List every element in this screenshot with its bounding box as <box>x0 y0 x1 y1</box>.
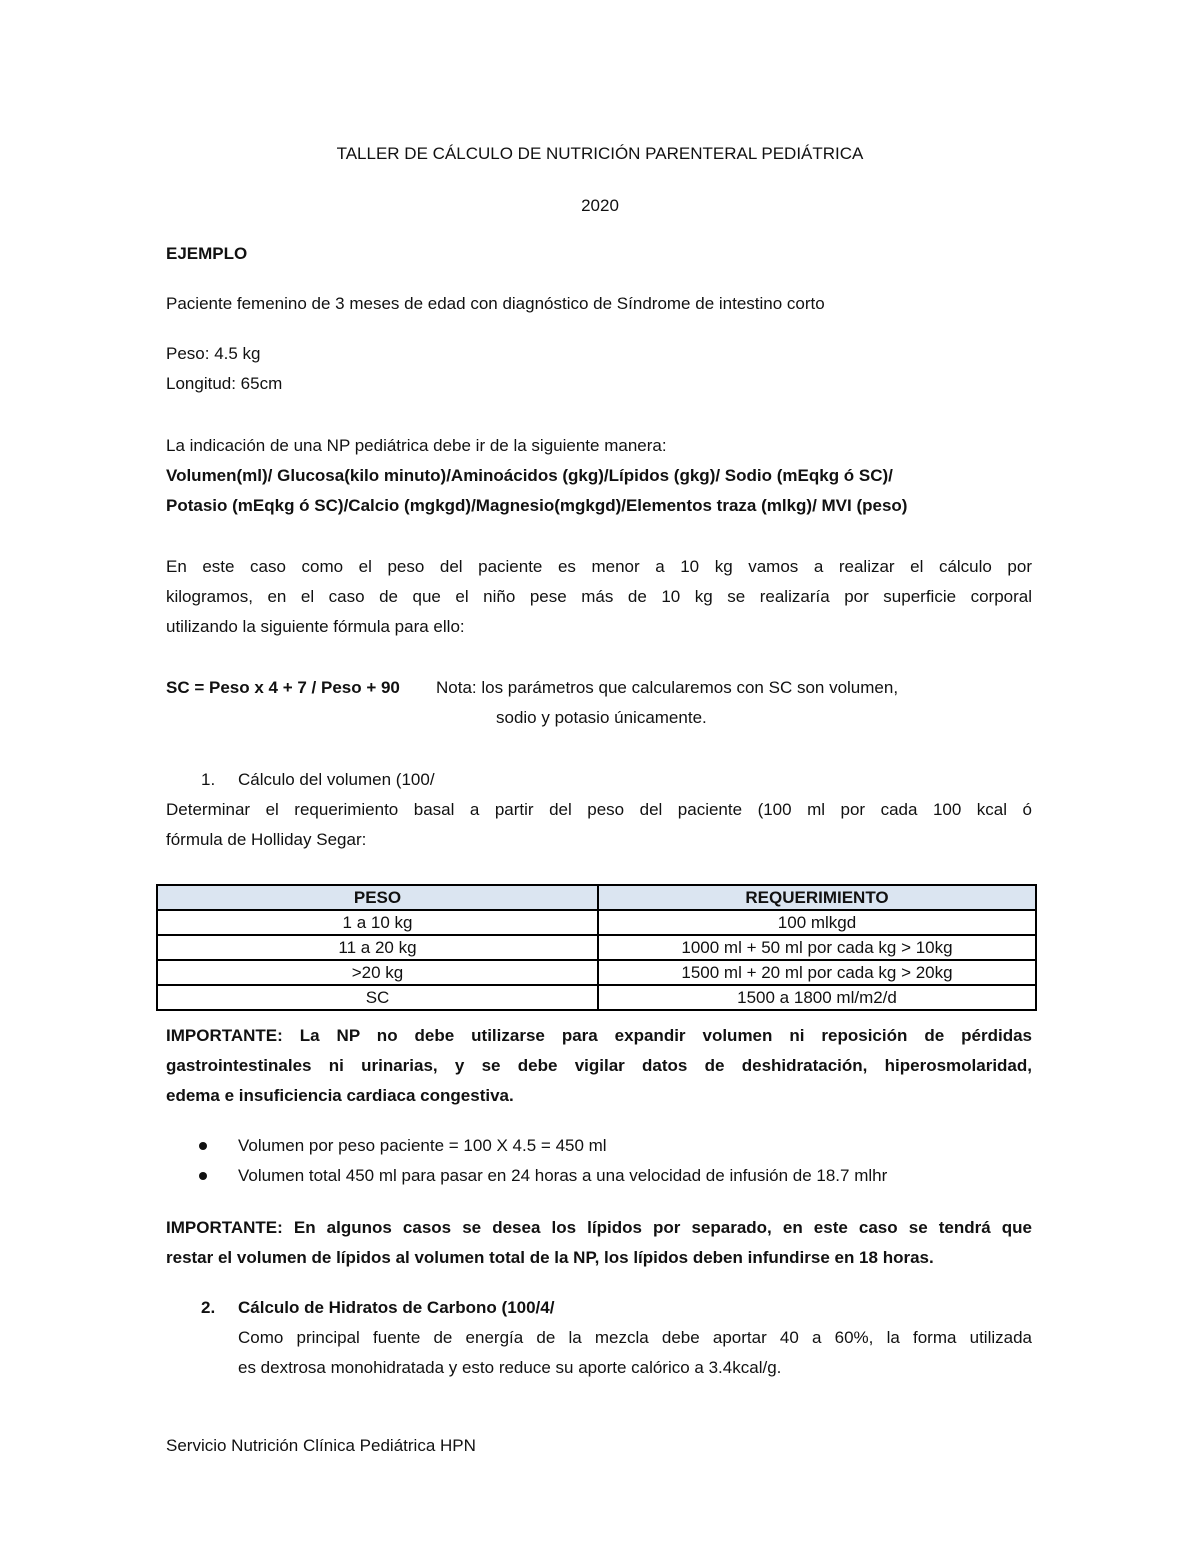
formula-note-continued: sodio y potasio únicamente. <box>496 708 707 727</box>
table-cell-requerimiento: 1000 ml + 50 ml por cada kg > 10kg <box>598 935 1036 960</box>
section-1-text-line-1: Determinar el requerimiento basal a partir del peso del paciente (100 ml por cada 100 kcal ó <box>166 800 1032 819</box>
table-header-peso: PESO <box>157 885 598 910</box>
section-2-text-line-1: Como principal fuente de energía de la mezcla debe aportar 40 a 60%, la forma utilizada <box>238 1328 1032 1347</box>
document-year: 2020 <box>581 196 619 215</box>
indication-line-1: Volumen(ml)/ Glucosa(kilo minuto)/Aminoácidos (gkg)/Lípidos (gkg)/ Sodio (mEqkg ó SC)/ <box>166 466 893 485</box>
patient-description: Paciente femenino de 3 meses de edad con diagnóstico de Síndrome de intestino corto <box>166 294 825 313</box>
bullet-item-volume-total: Volumen total 450 ml para pasar en 24 horas a una velocidad de infusión de 18.7 mlhr <box>238 1166 888 1185</box>
indication-intro: La indicación de una NP pediátrica debe ir de la siguiente manera: <box>166 436 667 455</box>
formula-note: Nota: los parámetros que calcularemos con SC son volumen, <box>436 678 899 697</box>
section-2-title: Cálculo de Hidratos de Carbono (100/4/ <box>238 1298 555 1317</box>
example-heading: EJEMPLO <box>166 244 248 263</box>
table-cell-peso: SC <box>157 985 598 1010</box>
explanation-line-3: utilizando la siguiente fórmula para ello: <box>166 617 465 636</box>
table-cell-peso: 1 a 10 kg <box>157 910 598 935</box>
section-1-number: 1. <box>201 770 216 789</box>
table-row <box>157 960 1036 985</box>
table-cell-peso: 11 a 20 kg <box>157 935 598 960</box>
important-1-line-2: gastrointestinales ni urinarias, y se debe vigilar datos de deshidratación, hiperosmolaridad, <box>166 1056 1032 1075</box>
table-row <box>157 935 1036 960</box>
requirement-table <box>156 884 1037 1011</box>
explanation-line-2: kilogramos, en el caso de que el niño pese más de 10 kg se realizaría por superficie corporal <box>166 587 1032 606</box>
table-cell-requerimiento: 1500 a 1800 ml/m2/d <box>598 985 1036 1010</box>
explanation-line-1: En este caso como el peso del paciente es menor a 10 kg vamos a realizar el cálculo por <box>166 557 1032 576</box>
table-row <box>157 985 1036 1010</box>
patient-weight: Peso: 4.5 kg <box>166 344 261 363</box>
table-row <box>157 910 1036 935</box>
table-cell-requerimiento: 100 mlkgd <box>598 910 1036 935</box>
section-1-text-line-2: fórmula de Holliday Segar: <box>166 830 367 849</box>
patient-length: Longitud: 65cm <box>166 374 283 393</box>
document-title: TALLER DE CÁLCULO DE NUTRICIÓN PARENTERAL PEDIÁTRICA <box>336 144 864 163</box>
important-1-line-1: IMPORTANTE: La NP no debe utilizarse para expandir volumen ni reposición de pérdidas <box>166 1026 1032 1045</box>
bullet-dot-icon <box>199 1172 207 1180</box>
page-footer: Servicio Nutrición Clínica Pediátrica HPN <box>166 1436 476 1455</box>
important-2-line-1: IMPORTANTE: En algunos casos se desea los lípidos por separado, en este caso se tendrá que <box>166 1218 1032 1237</box>
indication-line-2: Potasio (mEqkg ó SC)/Calcio (mgkgd)/Magnesio(mgkgd)/Elementos traza (mlkg)/ MVI (peso) <box>166 496 908 515</box>
section-2-text-line-2: es dextrosa monohidratada y esto reduce su aporte calórico a 3.4kcal/g. <box>238 1358 782 1377</box>
section-1-title: Cálculo del volumen (100/ <box>238 770 435 789</box>
table-header-row <box>157 885 1036 910</box>
table-cell-requerimiento: 1500 ml + 20 ml por cada kg > 20kg <box>598 960 1036 985</box>
table-header-requerimiento: REQUERIMIENTO <box>598 885 1036 910</box>
important-2-line-2: restar el volumen de lípidos al volumen total de la NP, los lípidos deben infundirse en 18 horas. <box>166 1248 934 1267</box>
important-1-line-3: edema e insuficiencia cardiaca congestiva. <box>166 1086 514 1105</box>
section-2-number: 2. <box>201 1298 216 1317</box>
table-cell-peso: >20 kg <box>157 960 598 985</box>
bullet-dot-icon <box>199 1142 207 1150</box>
bullet-item-volume-weight: Volumen por peso paciente = 100 X 4.5 = 450 ml <box>238 1136 607 1155</box>
sc-formula: SC = Peso x 4 + 7 / Peso + 90 <box>166 678 400 697</box>
